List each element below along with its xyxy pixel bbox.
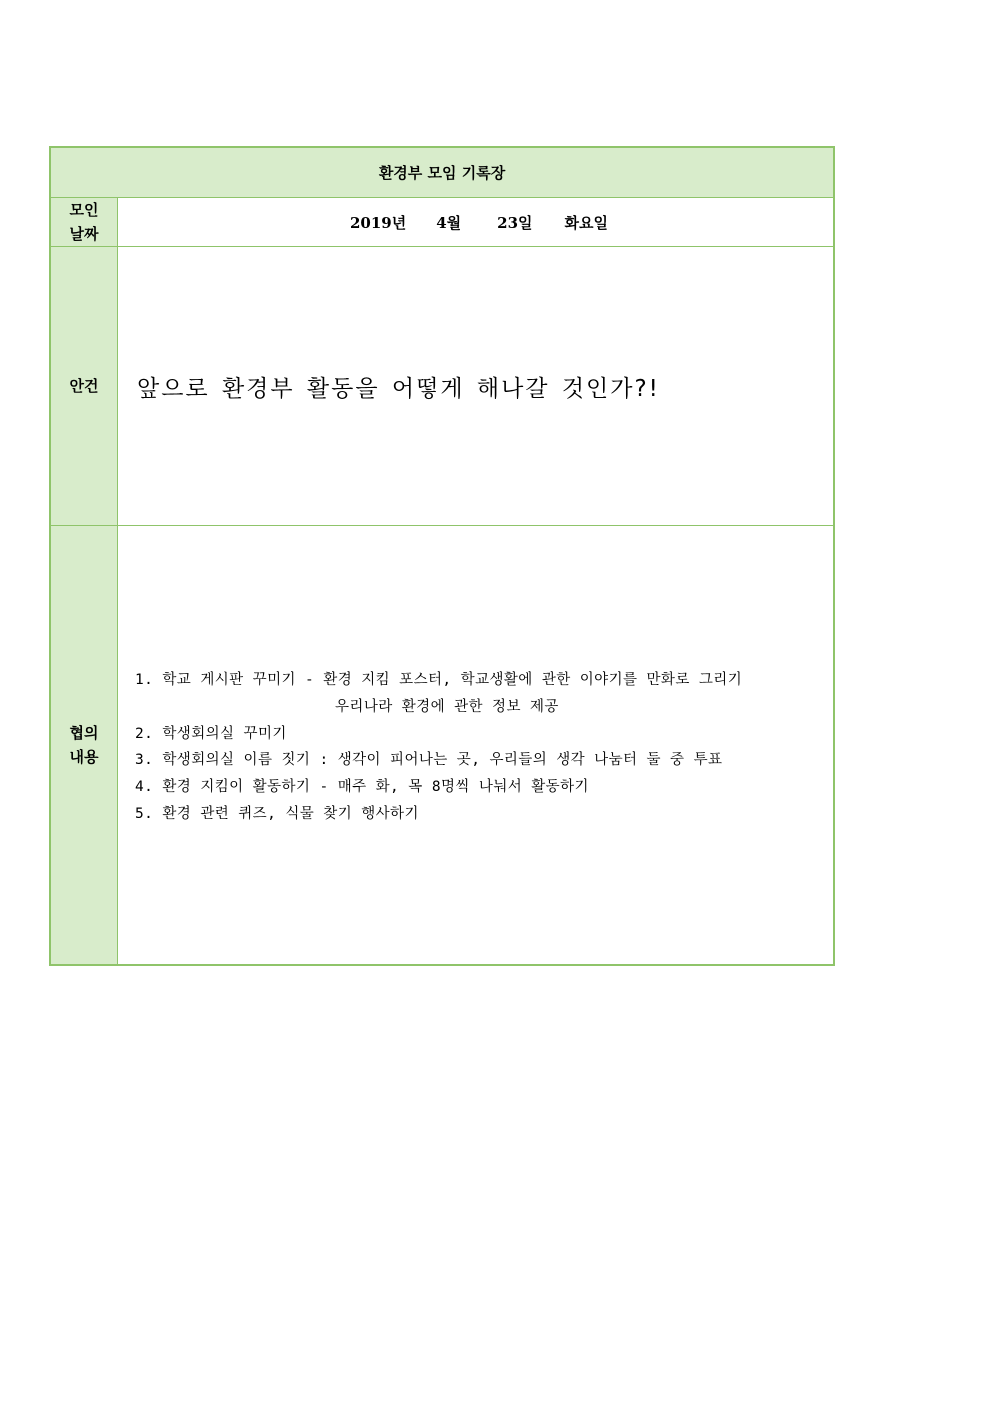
date-weekday: 화요일 (564, 213, 609, 232)
meeting-record-table (49, 146, 835, 966)
discussion-row (51, 526, 833, 964)
date-month: 4월 (436, 213, 462, 232)
agenda-label: 안건 (51, 247, 118, 525)
discussion-list (117, 526, 833, 964)
list-item: 1. 학교 게시판 꾸미기 - 환경 지킴 포스터, 학교생활에 관한 이야기를 만화로 그리기 (135, 672, 743, 688)
list-item-continuation: 우리나라 환경에 관한 정보 제공 (335, 698, 559, 715)
agenda-row (51, 247, 833, 526)
agenda-text: 앞으로 환경부 활동을 어떻게 해나갈 것인가?! (137, 375, 660, 402)
list-item: 3. 학생회의실 이름 짓기 : 생각이 피어나는 곳, 우리들의 생각 나눔터 둘 중 투표 (135, 752, 723, 769)
date-row (51, 198, 833, 247)
date-year: 2019년 (349, 213, 407, 232)
discussion-label: 협의 내용 (51, 526, 118, 964)
list-item: 4. 환경 지킴이 활동하기 - 매주 화, 목 8명씩 나눠서 활동하기 (135, 779, 589, 796)
list-item: 5. 환경 관련 퀴즈, 식물 찾기 행사하기 (135, 805, 419, 822)
date-value (117, 198, 833, 246)
list-item: 2. 학생회의실 꾸미기 (135, 725, 287, 742)
date-label: 모인 날짜 (51, 198, 118, 246)
table-title: 환경부 모임 기록장 (51, 148, 833, 198)
date-day: 23일 (497, 213, 533, 232)
